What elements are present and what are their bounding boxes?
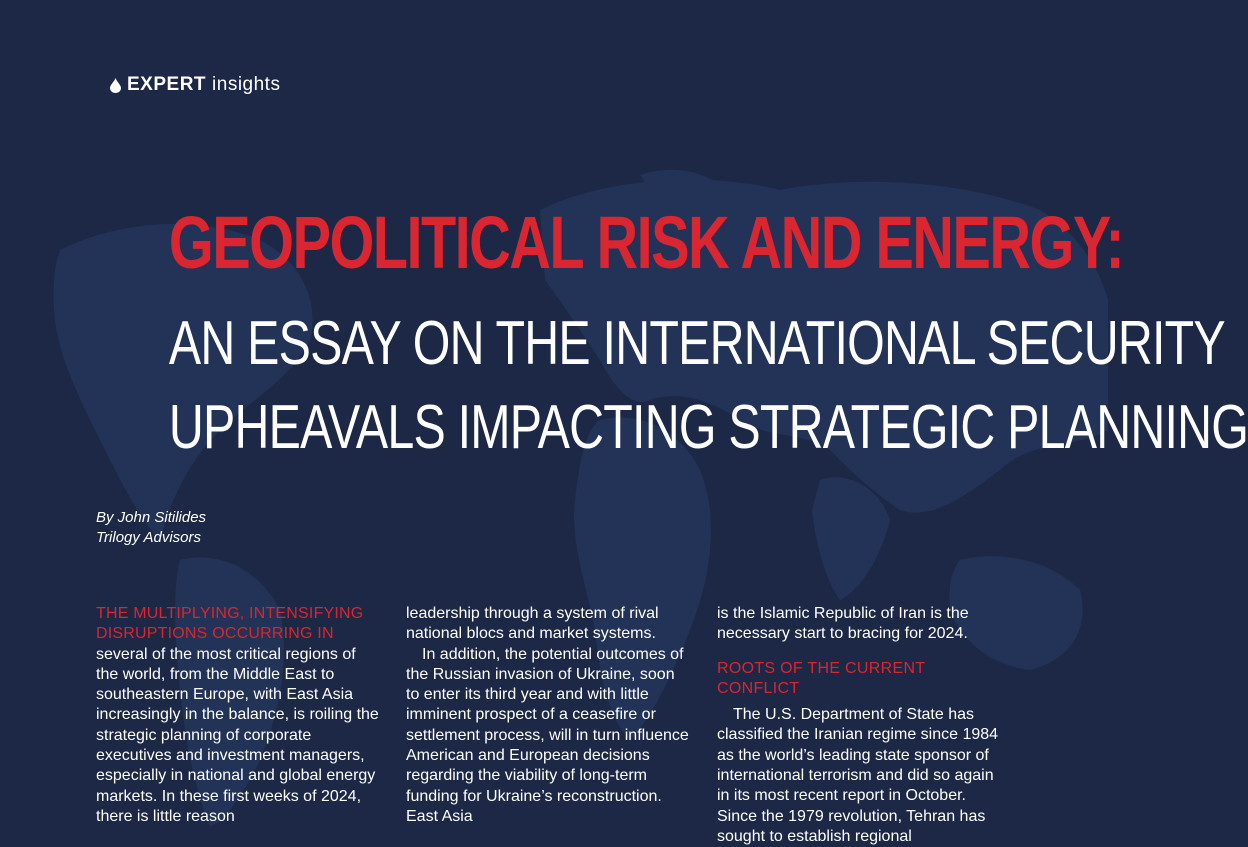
section-subhead: ROOTS OF THE CURRENT CONFLICT	[717, 659, 926, 697]
title-line-3: UPHEAVALS IMPACTING STRATEGIC PLANNING	[168, 393, 1248, 462]
brand-suffix: insights	[212, 74, 281, 95]
title-line-1: GEOPOLITICAL RISK AND ENERGY:	[168, 201, 1124, 284]
article-column-2	[406, 604, 691, 827]
column-2-paragraph-2: In addition, the potential outcomes of the Russian invasion of Ukraine, soon to enter its third year and with little imminent prospect of a ceasefire or settlement process, will in turn influence American and European decisions regarding the viability of long-term funding for Ukraine’s reconstruction. East Asia	[406, 645, 689, 825]
brand-label	[110, 72, 280, 98]
byline	[96, 508, 206, 548]
article-column-1	[96, 604, 381, 827]
brand-prefix: EXPERT	[127, 74, 207, 95]
column-2-paragraph-1: leadership through a system of rival national blocs and market systems.	[406, 605, 659, 643]
column-3-paragraph-2: The U.S. Department of State has classified the Iranian regime since 1984 as the world’s leading state sponsor of international terrorism and did so again in its most recent report in October. Since the 1979 revolution, Tehran has sought to establish regional	[717, 706, 999, 845]
author-organization: Trilogy Advisors	[96, 529, 202, 546]
author-name: By John Sitilides	[96, 509, 207, 526]
title-line-2: AN ESSAY ON THE INTERNATIONAL SECURITY	[168, 309, 1225, 378]
drop-icon	[110, 78, 121, 93]
column-3-paragraph-1: is the Islamic Republic of Iran is the necessary start to bracing for 2024.	[717, 605, 969, 643]
lead-in: THE MULTIPLYING, INTENSIFYING DISRUPTIONS OCCURRING IN	[96, 605, 364, 643]
article-column-3	[717, 604, 1002, 847]
column-1-body: several of the most critical regions of the world, from the Middle East to southeastern Europe, with East Asia increasingly in the balance, is roiling the strategic planning of corporate executives and investment managers, especially in national and global energy markets. In these first weeks of 2024, there is little reason	[96, 645, 379, 825]
